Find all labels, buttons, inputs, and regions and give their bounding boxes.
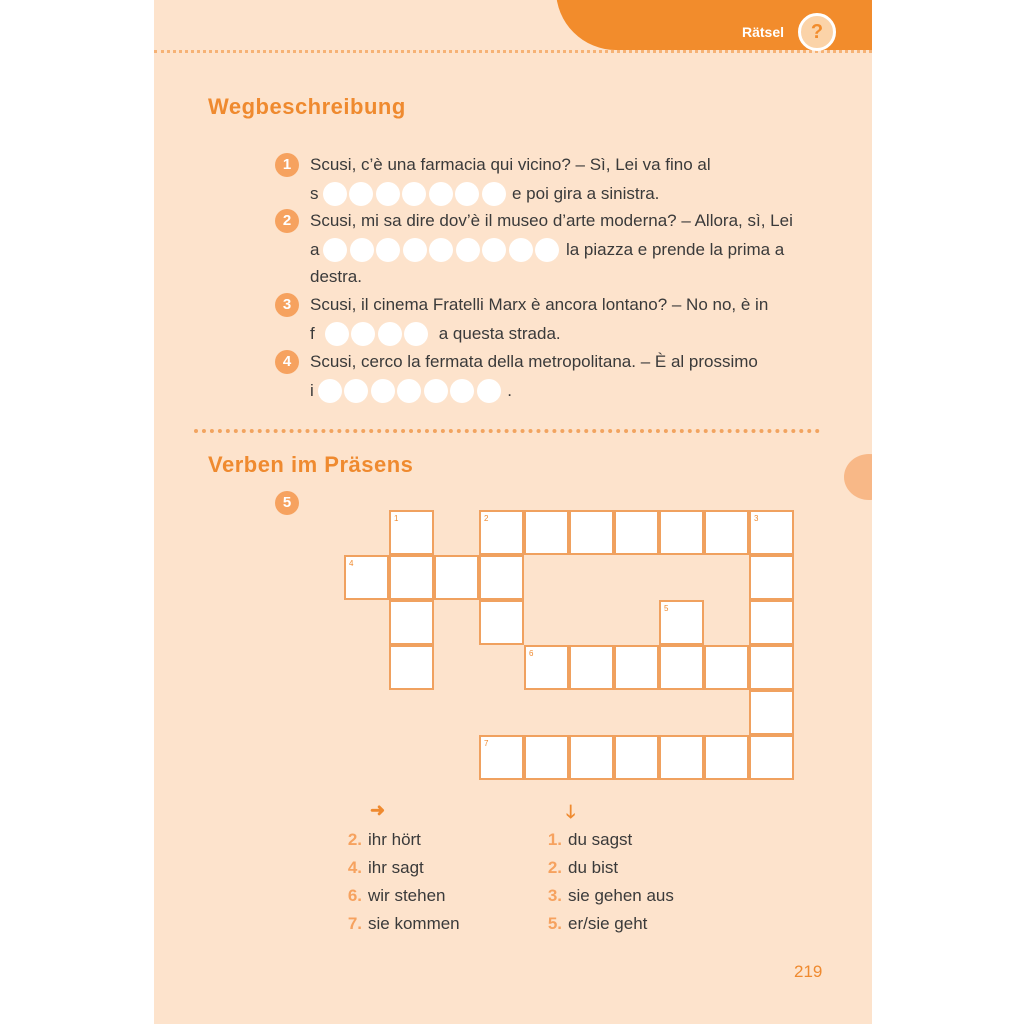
crossword-cell[interactable]	[569, 735, 614, 780]
item-4-text: Scusi, cerco la fermata della metropolitana. – È al prossimo	[310, 352, 758, 371]
side-tab-marker	[844, 454, 872, 500]
letter-circle[interactable]	[323, 182, 347, 206]
item-2-text-end: destra.	[310, 267, 362, 286]
letter-circle[interactable]	[378, 322, 402, 346]
crossword-cell[interactable]	[659, 645, 704, 690]
letter-circle[interactable]	[376, 182, 400, 206]
question-mark-icon: ?	[798, 13, 836, 51]
clue-across-6: 6. wir stehen	[347, 886, 446, 905]
crossword-cell[interactable]	[614, 645, 659, 690]
crossword-cell[interactable]	[749, 735, 794, 780]
crossword-cell-number: 6	[529, 649, 534, 658]
crossword-cell[interactable]	[389, 645, 434, 690]
crossword-cell-number: 4	[349, 559, 354, 568]
crossword-cell[interactable]	[389, 600, 434, 645]
item-4-letter-circles[interactable]	[318, 379, 504, 403]
letter-circle[interactable]	[318, 379, 342, 403]
item-1-prefix: s	[310, 184, 319, 203]
letter-circle[interactable]	[482, 182, 506, 206]
crossword-cell[interactable]	[749, 510, 794, 555]
clue-down-1: 1. du sagst	[547, 830, 633, 849]
item-4-suffix: .	[507, 381, 513, 400]
item-2-text: Scusi, mi sa dire dov’è il museo d’arte moderna? – Allora, sì, Lei	[310, 211, 793, 230]
letter-circle[interactable]	[403, 238, 427, 262]
clue-across-4: 4. ihr sagt	[347, 858, 424, 877]
letter-circle[interactable]	[455, 182, 479, 206]
crossword-cell[interactable]	[569, 510, 614, 555]
across-arrow-icon: ➜	[370, 800, 386, 820]
letter-circle[interactable]	[376, 238, 400, 262]
crossword-cell-number: 5	[664, 604, 669, 613]
crossword-cell[interactable]	[749, 690, 794, 735]
crossword-cell[interactable]	[704, 645, 749, 690]
crossword-cell-number: 1	[394, 514, 399, 523]
crossword-cell[interactable]	[479, 735, 524, 780]
crossword-cell[interactable]	[479, 555, 524, 600]
clue-down-5: 5. er/sie geht	[547, 914, 648, 933]
letter-circle[interactable]	[482, 238, 506, 262]
crossword-cell[interactable]	[389, 510, 434, 555]
letter-circle[interactable]	[344, 379, 368, 403]
letter-circle[interactable]	[456, 238, 480, 262]
clue-across-2: 2. ihr hört	[347, 830, 421, 849]
letter-circle[interactable]	[325, 322, 349, 346]
page-number: 219	[794, 962, 823, 981]
letter-circle[interactable]	[429, 238, 453, 262]
down-arrow-icon: 🡓	[566, 802, 576, 822]
crossword-cell[interactable]	[434, 555, 479, 600]
crossword-cell[interactable]	[704, 735, 749, 780]
crossword-cell-number: 7	[484, 739, 489, 748]
letter-circle[interactable]	[351, 322, 375, 346]
header-tab-label: Rätsel	[742, 24, 785, 40]
section-divider	[194, 429, 820, 433]
item-1-letter-circles[interactable]	[323, 182, 509, 206]
letter-circle[interactable]	[450, 379, 474, 403]
section-title-verben: Verben im Präsens	[208, 452, 414, 477]
letter-circle[interactable]	[424, 379, 448, 403]
letter-circle[interactable]	[509, 238, 533, 262]
crossword-cell[interactable]	[614, 735, 659, 780]
item-4-answer-line	[310, 379, 512, 403]
item-2-answer-line	[310, 238, 784, 262]
crossword-cell[interactable]	[524, 645, 569, 690]
crossword-cell-number: 2	[484, 514, 489, 523]
top-dotted-line	[154, 50, 872, 53]
item-1-answer-line	[310, 182, 659, 206]
letter-circle[interactable]	[404, 322, 428, 346]
letter-circle[interactable]	[402, 182, 426, 206]
crossword-cell[interactable]	[479, 510, 524, 555]
crossword-cell[interactable]	[749, 555, 794, 600]
item-3-answer-line	[310, 322, 561, 346]
item-3-letter-circles[interactable]	[325, 322, 431, 346]
item-3-prefix: f	[310, 324, 315, 343]
crossword-cell[interactable]	[479, 600, 524, 645]
item-3-suffix: a questa strada.	[438, 324, 561, 343]
crossword-cell[interactable]	[749, 645, 794, 690]
clue-down-3: 3. sie gehen aus	[547, 886, 674, 905]
crossword-cell[interactable]	[389, 555, 434, 600]
letter-circle[interactable]	[429, 182, 453, 206]
letter-circle[interactable]	[371, 379, 395, 403]
crossword-cell[interactable]	[749, 600, 794, 645]
crossword-cell[interactable]	[659, 735, 704, 780]
crossword-cell[interactable]	[344, 555, 389, 600]
crossword-cell-number: 3	[754, 514, 759, 523]
crossword-cell[interactable]	[659, 600, 704, 645]
item-number-4: 4	[275, 350, 299, 374]
item-3-text: Scusi, il cinema Fratelli Marx è ancora lontano? – No no, è in	[310, 295, 769, 314]
item-number-1: 1	[275, 153, 299, 177]
letter-circle[interactable]	[535, 238, 559, 262]
item-2-suffix: la piazza e prende la prima a	[565, 240, 785, 259]
crossword-cell[interactable]	[569, 645, 614, 690]
item-2-prefix: a	[310, 240, 320, 259]
clue-down-2: 2. du bist	[547, 858, 619, 877]
crossword-cell[interactable]	[524, 510, 569, 555]
crossword-cell[interactable]	[659, 510, 704, 555]
item-1-suffix: e poi gira a sinistra.	[512, 184, 660, 203]
letter-circle[interactable]	[349, 182, 373, 206]
section-title-wegbeschreibung: Wegbeschreibung	[208, 94, 406, 119]
letter-circle[interactable]	[350, 238, 374, 262]
item-number-3: 3	[275, 293, 299, 317]
crossword-cell[interactable]	[704, 510, 749, 555]
letter-circle[interactable]	[477, 379, 501, 403]
letter-circle[interactable]	[397, 379, 421, 403]
item-1-text: Scusi, c’è una farmacia qui vicino? – Sì, Lei va fino al	[310, 155, 711, 174]
item-4-prefix: i	[310, 381, 314, 400]
item-2-letter-circles[interactable]	[323, 238, 562, 262]
exercise-number-5: 5	[275, 491, 299, 515]
item-number-2: 2	[275, 209, 299, 233]
letter-circle[interactable]	[323, 238, 347, 262]
clue-across-7: 7. sie kommen	[347, 914, 460, 933]
crossword-cell[interactable]	[614, 510, 659, 555]
page	[154, 0, 872, 1024]
crossword-cell[interactable]	[524, 735, 569, 780]
